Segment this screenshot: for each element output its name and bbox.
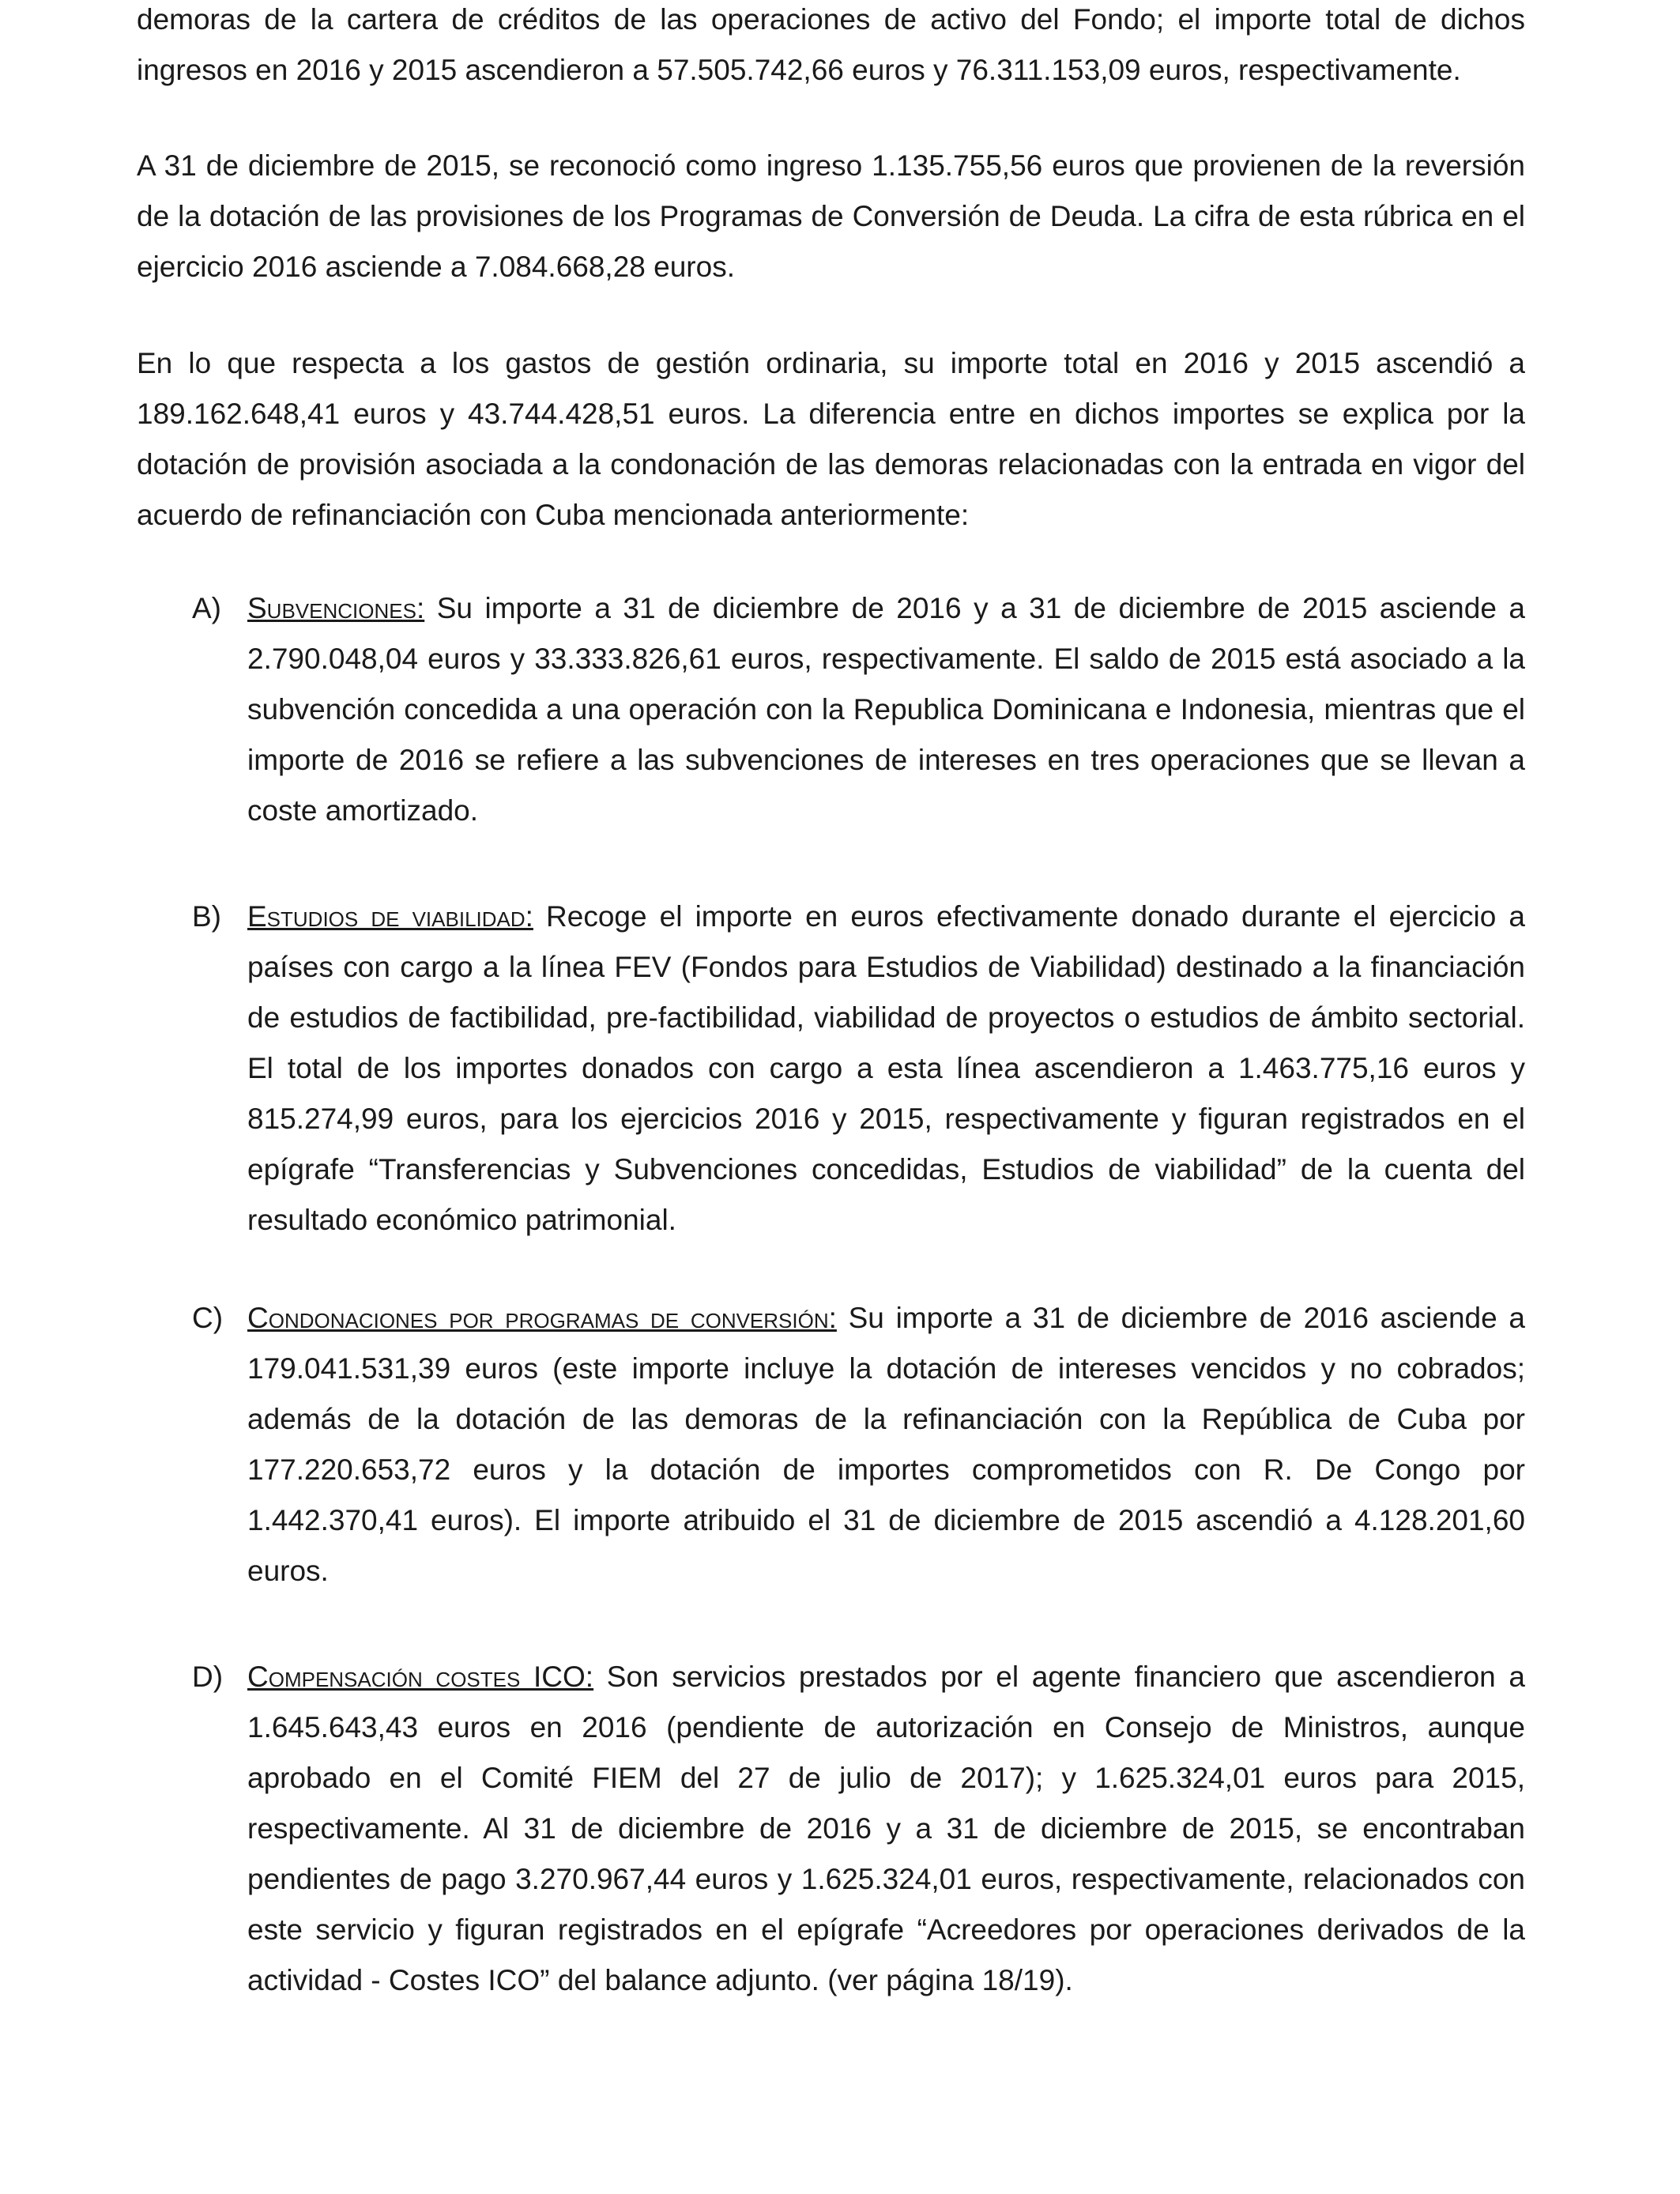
- list-item-text: Son servicios prestados por el agente financiero que ascendieron a 1.645.643,43 euros en 2016 (pendiente de autorización en Consejo de Ministros, aunque aprobado en el Comité FIEM del 27 de julio de 2017); y 1.625.324,01 euros para 2015, respectivamente. Al 31 de diciembre de 2016 y a 31 de diciembre de 2015, se encontraban pendientes de pago 3.270.967,44 euros y 1.625.324,01 euros, respectivamente, relacionados con este servicio y figuran registrados en el epígrafe “Acreedores por operaciones derivados de la actividad - Costes ICO” del balance adjunto. (ver página 18/19).: [247, 1661, 1525, 1996]
- list-item-text: Su importe a 31 de diciembre de 2016 asciende a 179.041.531,39 euros (este importe incluye la dotación de intereses vencidos y no cobrados; además de la dotación de las demoras de la refinanciación con la República de Cuba por 177.220.653,72 euros y la dotación de importes comprometidos con R. De Congo por 1.442.370,41 euros). El importe atribuido el 31 de diciembre de 2015 ascendió a 4.128.201,60 euros.: [247, 1302, 1525, 1587]
- list-item-heading: Compensación costes ICO:: [247, 1661, 594, 1693]
- list-item-body: [247, 583, 1525, 836]
- list-item-heading: Subvenciones:: [247, 592, 425, 624]
- list-item-text: Su importe a 31 de diciembre de 2016 y a 31 de diciembre de 2015 asciende a 2.790.048,04 euros y 33.333.826,61 euros, respectivamente. El saldo de 2015 está asociado a la subvención concedida a una operación con la Republica Dominicana e Indonesia, mientras que el importe de 2016 se refiere a las subvenciones de intereses en tres operaciones que se llevan a coste amortizado.: [247, 592, 1525, 827]
- paragraph-ingresos-demoras: demoras de la cartera de créditos de las operaciones de activo del Fondo; el importe total de dichos ingresos en 2016 y 2015 ascendieron a 57.505.742,66 euros y 76.311.153,09 euros, respectivamente.: [137, 3, 1525, 86]
- list-item-subvenciones: [137, 583, 1525, 836]
- list-item-text: Recoge el importe en euros efectivamente donado durante el ejercicio a países con cargo a la línea FEV (Fondos para Estudios de Viabilidad) destinado a la financiación de estudios de factibilidad, pre-factibilidad, viabilidad de proyectos o estudios de ámbito sectorial. El total de los importes donados con cargo a esta línea ascendieron a 1.463.775,16 euros y 815.274,99 euros, para los ejercicios 2016 y 2015, respectivamente y figuran registrados en el epígrafe “Transferencias y Subvenciones concedidas, Estudios de viabilidad” de la cuenta del resultado económico patrimonial.: [247, 900, 1525, 1236]
- list-item-heading: Estudios de viabilidad:: [247, 900, 533, 933]
- list-item-estudios-viabilidad: [137, 892, 1525, 1246]
- list-item-body: [247, 1293, 1525, 1596]
- list-item-body: [247, 1652, 1525, 2006]
- paragraph-reversion-provisiones: A 31 de diciembre de 2015, se reconoció como ingreso 1.135.755,56 euros que provienen de la reversión de la dotación de las provisiones de los Programas de Conversión de Deuda. La cifra de esta rúbrica en el ejercicio 2016 asciende a 7.084.668,28 euros.: [137, 149, 1525, 283]
- list-item-compensacion-ico: [137, 1652, 1525, 2006]
- list-item-body: [247, 892, 1525, 1246]
- list-marker: A): [192, 592, 221, 624]
- list-item-heading: Condonaciones por programas de conversión:: [247, 1302, 837, 1334]
- list-marker: D): [192, 1661, 224, 1693]
- paragraph-gastos-gestion: En lo que respecta a los gastos de gestión ordinaria, su importe total en 2016 y 2015 ascendió a 189.162.648,41 euros y 43.744.428,51 euros. La diferencia entre en dichos importes se explica por la dotación de provisión asociada a la condonación de las demoras relacionadas con la entrada en vigor del acuerdo de refinanciación con Cuba mencionada anteriormente:: [137, 347, 1525, 531]
- list-item-condonaciones: [137, 1293, 1525, 1596]
- list-marker: B): [192, 900, 221, 933]
- list-marker: C): [192, 1302, 224, 1334]
